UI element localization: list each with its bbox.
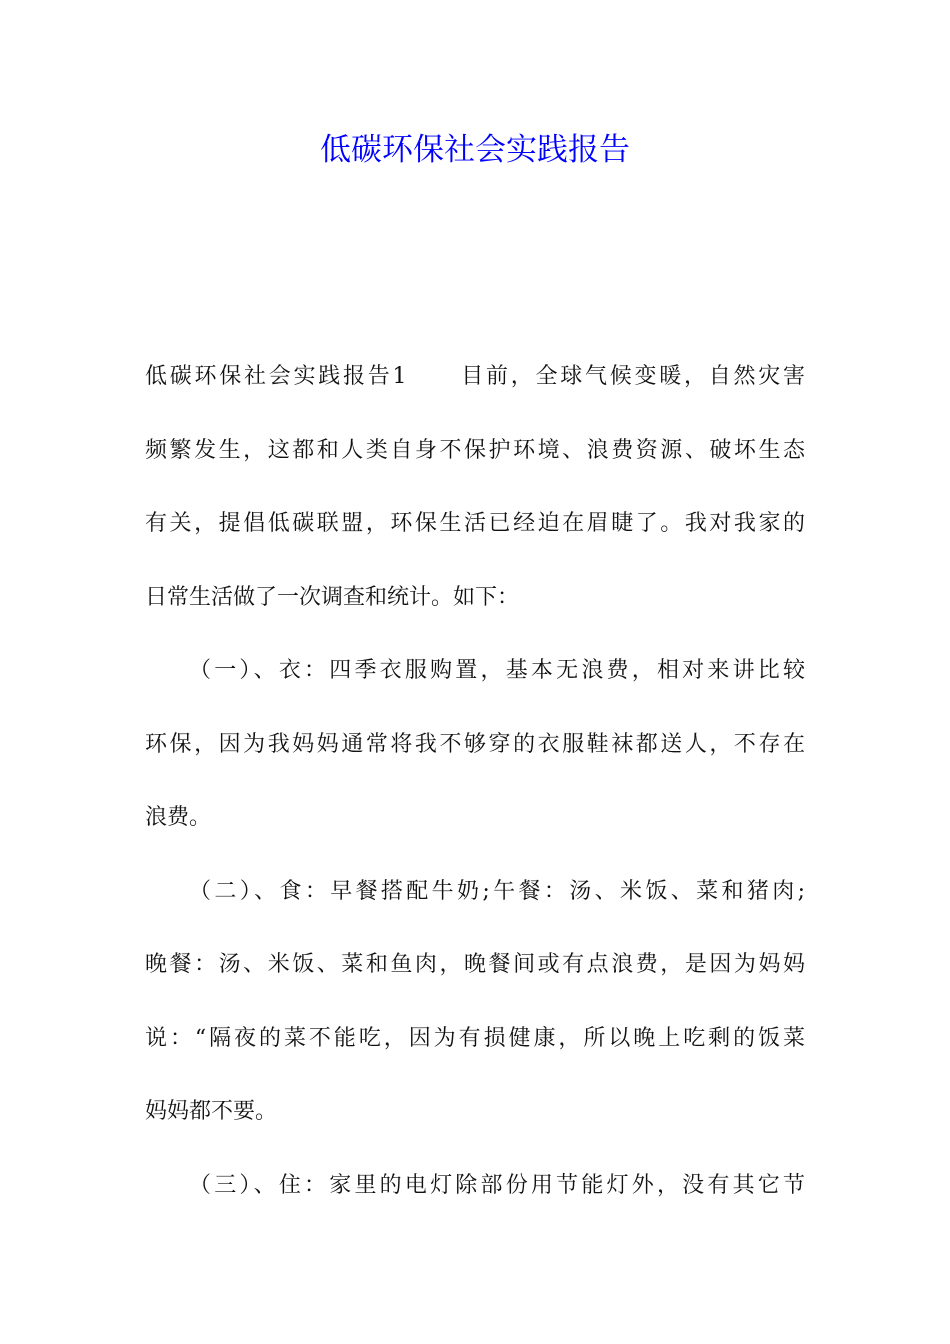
paragraph-line: 浪费。 [145, 805, 212, 830]
paragraph-line: 说：“隔夜的菜不能吃，因为有损健康，所以晚上吃剩的饭菜 [145, 1025, 805, 1051]
document-title: 低碳环保社会实践报告 [320, 132, 630, 168]
paragraph-line: 日常生活做了一次调查和统计。如下： [145, 584, 520, 610]
paragraph-line: （三）、住：家里的电灯除部份用节能灯外，没有其它节 [189, 1172, 805, 1198]
report-heading: 低碳环保社会实践报告1 [145, 364, 407, 389]
paragraph-line: 妈妈都不要。 [145, 1099, 278, 1124]
paragraph-line: 有关，提倡低碳联盟，环保生活已经迫在眉睫了。我对我家的 [145, 511, 805, 536]
paragraph-line: （二）、食：早餐搭配牛奶;午餐：汤、米饭、菜和猪肉; [189, 878, 805, 904]
paragraph-line: （一）、衣：四季衣服购置，基本无浪费，相对来讲比较 [189, 658, 805, 683]
paragraph-line: 晚餐：汤、米饭、菜和鱼肉，晚餐间或有点浪费，是因为妈妈 [145, 952, 805, 977]
document-body [145, 340, 805, 1222]
paragraph-line: 频繁发生，这都和人类自身不保护环境、浪费资源、破坏生态 [145, 437, 805, 463]
paragraph-line: 环保，因为我妈妈通常将我不够穿的衣服鞋袜都送人，不存在 [145, 731, 805, 757]
paragraph-line [145, 340, 805, 414]
line-text: 目前，全球气候变暖，自然灾害 [458, 364, 805, 389]
